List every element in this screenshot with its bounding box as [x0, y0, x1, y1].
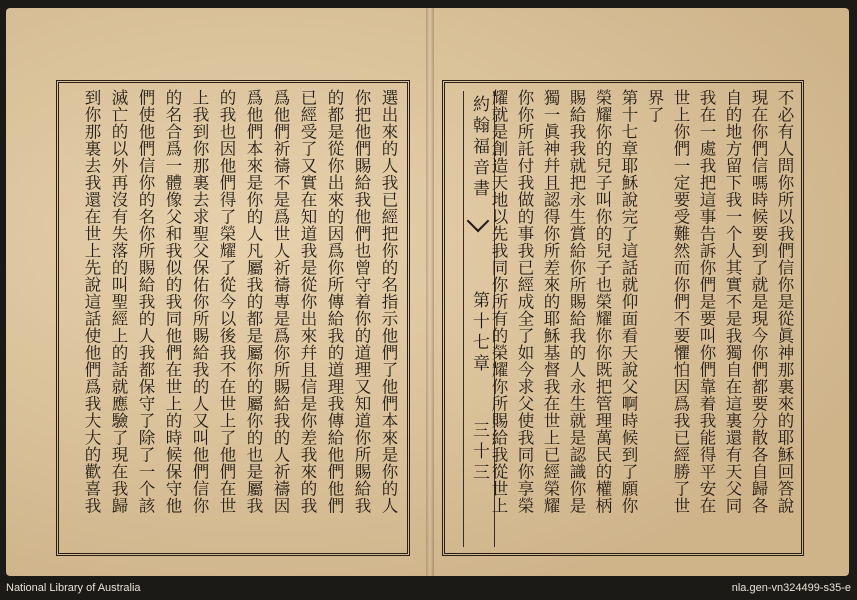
left-column-9: 的名合爲一體像父和我似的我同他們在世上的時候保守他 [163, 89, 182, 514]
right-column-10: 獨一眞神幷且認得你所差來的耶穌基督我在世上已經榮耀 [541, 89, 560, 514]
right-column-12: 耀就是創造天地以先我同你所有的榮耀你所賜給我從世上 [489, 89, 508, 514]
item-identifier: nla.gen-vn324499-s35-e [731, 582, 851, 594]
right-page [442, 80, 804, 556]
page-fold [426, 8, 434, 576]
right-column-11: 你你所託付我做的事我已經成全了如今求父使我同你享榮 [515, 89, 534, 514]
left-column-6: 爲他們本來是你的人凡屬我的都是屬你的屬你的也是屬我 [244, 89, 263, 514]
chapter-heading: 第十七章 [469, 291, 489, 375]
right-column-2: 現在你們信嗎時候要到了就是現今你們都要分散各自歸各 [749, 89, 768, 514]
left-column-4: 已經受了又實在知道我是從你出來幷且信是你差我來的我 [298, 89, 317, 514]
right-column-6: 界了 [645, 89, 664, 123]
right-column-7: 第十七章耶穌說完了這話就仰面看天說父啊時候到了願你 [619, 89, 638, 514]
right-column-1: 不必有人問你所以我們信你是從眞神那裏來的耶穌回答說 [775, 89, 794, 514]
right-column-4: 我在一處我把這事告訴你們是要叫你們靠着我能得平安在 [697, 89, 716, 514]
left-column-11: 滅亡的以外再沒有失落的叫聖經上的話就應驗了現在我歸 [109, 89, 128, 514]
left-column-1: 選出來的人我已經把你的名指示他們了他們本來是你的人 [379, 89, 398, 514]
library-credit: National Library of Australia [6, 582, 141, 594]
left-page [56, 80, 410, 556]
right-column-9: 賜給我我就把永生賞給你所賜給我的人永生就是認識你是 [567, 89, 586, 514]
book-title: 約翰福音書 [469, 95, 489, 200]
left-column-5: 爲他們祈禱不是爲世人祈禱專是爲你所賜給我的人祈禱因 [271, 89, 290, 514]
left-column-12: 到你那裏去我還在世上先說這話使他們爲我大大的歡喜我 [82, 89, 101, 514]
left-column-8: 上我到你那裏去求聖父保佑你所賜給我的人又叫他們信你 [190, 89, 209, 514]
archive-footer-bar [0, 576, 857, 600]
left-column-2: 你把他們賜給我他們也曾守着你的道理又知道你所賜給我 [352, 89, 371, 514]
right-column-3: 自的地方留下我一个人其實不是我獨自在這裏還有天父同 [723, 89, 742, 514]
page-number: 三十三 [469, 421, 489, 484]
right-column-5: 世上你們一定要受難然而你們不要懼怕因爲我已經勝了世 [671, 89, 690, 514]
left-column-7: 的我也因他們得了榮耀了從今以後我不在世上了他們在世 [217, 89, 236, 514]
left-column-3: 的都是從你出來的因爲你所傳給我的道理我傳給他們他們 [325, 89, 344, 514]
right-column-8: 榮耀你的兒子叫你的兒子也榮耀你你既把管理萬民的權柄 [593, 89, 612, 514]
left-column-10: 們使他們信你的名你所賜給我的人我都保守了除了一个該 [136, 89, 155, 514]
scanned-book-spread [6, 8, 849, 576]
